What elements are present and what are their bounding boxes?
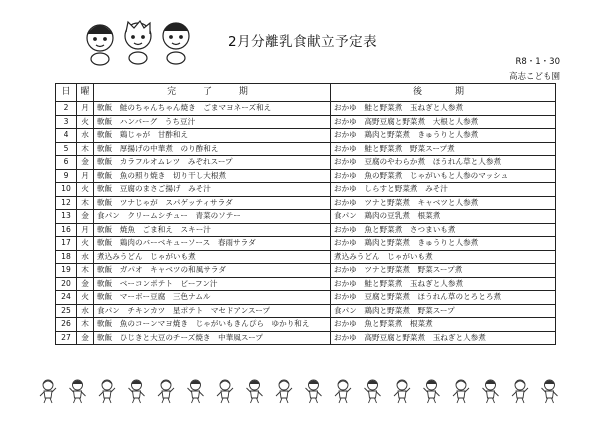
row-late-menu: 食パン 鶏肉と野菜煮 野菜スープ <box>331 304 556 318</box>
table-row <box>56 129 556 143</box>
row-early-menu: 軟飯 焼魚 ごま和え スキー汁 <box>94 223 331 237</box>
table-row <box>56 183 556 197</box>
header-late-stage <box>331 84 556 102</box>
row-late-menu: おかゆ 魚の野菜煮 じゃがいもと人参のマッシュ <box>331 169 556 183</box>
row-early-menu: 食パン クリームシチュー 青菜のソテー <box>94 210 331 224</box>
row-late-menu: おかゆ 魚と野菜煮 根菜煮 <box>331 318 556 332</box>
dancing-kids-border-icon <box>38 375 562 405</box>
row-late-menu: 煮込みうどん じゃがいも煮 <box>331 250 556 264</box>
row-day: 17 <box>56 237 77 251</box>
row-day: 27 <box>56 331 77 345</box>
row-day: 10 <box>56 183 77 197</box>
dancing-kid-icon <box>217 380 233 403</box>
row-day: 4 <box>56 129 77 143</box>
row-weekday: 木 <box>77 196 94 210</box>
table-row <box>56 169 556 183</box>
row-weekday: 水 <box>77 250 94 264</box>
row-day: 26 <box>56 318 77 332</box>
row-early-menu: 軟飯 厚揚げの中華煮 のり酢和え <box>94 142 331 156</box>
row-late-menu: おかゆ 鮭と野菜煮 野菜スープ煮 <box>331 142 556 156</box>
row-day: 18 <box>56 250 77 264</box>
row-late-menu: おかゆ ツナと野菜煮 キャベツと人参煮 <box>331 196 556 210</box>
row-late-menu: おかゆ 鮭と野菜煮 玉ねぎと人参煮 <box>331 277 556 291</box>
table-row <box>56 210 556 224</box>
table-header-row <box>56 84 556 102</box>
row-late-menu: おかゆ 鮭と野菜煮 玉ねぎと人参煮 <box>331 102 556 116</box>
row-day: 20 <box>56 277 77 291</box>
row-weekday: 木 <box>77 318 94 332</box>
row-day: 13 <box>56 210 77 224</box>
row-late-menu: おかゆ 高野豆腐と野菜煮 大根と人参煮 <box>331 115 556 129</box>
table-row <box>56 156 556 170</box>
row-late-menu: おかゆ 豆腐と野菜煮 ほうれん草のとろとろ煮 <box>331 291 556 305</box>
table-row <box>56 304 556 318</box>
table-row <box>56 142 556 156</box>
row-weekday: 木 <box>77 264 94 278</box>
row-late-menu: 食パン 鶏肉の豆乳煮 根菜煮 <box>331 210 556 224</box>
header-weekday: 曜 <box>77 84 94 102</box>
row-late-menu: おかゆ 魚と野菜煮 さつまいも煮 <box>331 223 556 237</box>
table-row <box>56 115 556 129</box>
table-row <box>56 264 556 278</box>
page-title: 2月分離乳食献立予定表 <box>228 34 378 50</box>
dancing-kid-icon <box>276 380 292 403</box>
dancing-kid-icon <box>129 380 145 403</box>
row-late-menu: おかゆ しらすと野菜煮 みそ汁 <box>331 183 556 197</box>
issue-date: R8・1・30 <box>515 57 560 67</box>
row-weekday: 水 <box>77 129 94 143</box>
row-early-menu: 煮込みうどん じゃがいも煮 <box>94 250 331 264</box>
row-weekday: 木 <box>77 142 94 156</box>
row-early-menu: 軟飯 ツナじゃが スパゲッティサラダ <box>94 196 331 210</box>
table-row <box>56 102 556 116</box>
row-early-menu: 軟飯 ガパオ キャベツの和風サラダ <box>94 264 331 278</box>
dancing-kid-icon <box>306 380 322 403</box>
row-early-menu: 軟飯 豆腐のまさご揚げ みそ汁 <box>94 183 331 197</box>
row-weekday: 金 <box>77 156 94 170</box>
row-early-menu: 軟飯 マーボー豆腐 三色ナムル <box>94 291 331 305</box>
dancing-kid-icon <box>188 380 204 403</box>
school-name: 高志こども園 <box>508 72 560 82</box>
row-day: 12 <box>56 196 77 210</box>
row-early-menu: 軟飯 ベーコンポテト ビーフン汁 <box>94 277 331 291</box>
row-weekday: 火 <box>77 291 94 305</box>
row-day: 9 <box>56 169 77 183</box>
dancing-kid-icon <box>483 380 499 403</box>
table-row <box>56 237 556 251</box>
kids-mascots-icon <box>78 14 198 66</box>
row-early-menu: 軟飯 ひじきと大豆のチーズ焼き 中華風スープ <box>94 331 331 345</box>
row-late-menu: おかゆ 鶏肉と野菜煮 きゅうりと人参煮 <box>331 237 556 251</box>
dancing-kid-icon <box>247 380 263 403</box>
row-late-menu: おかゆ 高野豆腐と野菜煮 玉ねぎと人参煮 <box>331 331 556 345</box>
dancing-kid-icon <box>70 380 86 403</box>
table-row <box>56 331 556 345</box>
row-day: 2 <box>56 102 77 116</box>
row-weekday: 火 <box>77 237 94 251</box>
dancing-kid-icon <box>394 380 410 403</box>
row-weekday: 金 <box>77 331 94 345</box>
table-row <box>56 318 556 332</box>
dancing-kid-icon <box>99 380 115 403</box>
row-early-menu: 食パン チキンカツ 星ポテト マセドアンスープ <box>94 304 331 318</box>
row-weekday: 金 <box>77 277 94 291</box>
dancing-kid-icon <box>512 380 528 403</box>
table-row <box>56 223 556 237</box>
dancing-kid-icon <box>424 380 440 403</box>
row-weekday: 月 <box>77 223 94 237</box>
row-weekday: 月 <box>77 169 94 183</box>
dancing-kid-icon <box>542 380 558 403</box>
row-weekday: 火 <box>77 183 94 197</box>
header-early-stage <box>94 84 331 102</box>
row-early-menu: 軟飯 カラフルオムレツ みぞれスープ <box>94 156 331 170</box>
row-late-menu: おかゆ 鶏肉と野菜煮 きゅうりと人参煮 <box>331 129 556 143</box>
menu-table <box>55 83 556 345</box>
table-row <box>56 291 556 305</box>
row-late-menu: おかゆ ツナと野菜煮 野菜スープ煮 <box>331 264 556 278</box>
row-day: 6 <box>56 156 77 170</box>
dancing-kid-icon <box>158 380 174 403</box>
dancing-kid-icon <box>453 380 469 403</box>
row-day: 24 <box>56 291 77 305</box>
row-weekday: 水 <box>77 304 94 318</box>
row-early-menu: 軟飯 鶏肉のバーベキューソース 春雨サラダ <box>94 237 331 251</box>
row-day: 3 <box>56 115 77 129</box>
row-weekday: 月 <box>77 102 94 116</box>
row-day: 25 <box>56 304 77 318</box>
row-day: 16 <box>56 223 77 237</box>
row-day: 19 <box>56 264 77 278</box>
dancing-kid-icon <box>365 380 381 403</box>
header-day: 日 <box>56 84 77 102</box>
row-weekday: 火 <box>77 115 94 129</box>
dancing-kid-icon <box>335 380 351 403</box>
row-late-menu: おかゆ 豆腐のやわらか煮 ほうれん草と人参煮 <box>331 156 556 170</box>
row-weekday: 金 <box>77 210 94 224</box>
row-early-menu: 軟飯 魚の照り焼き 切り干し大根煮 <box>94 169 331 183</box>
row-day: 5 <box>56 142 77 156</box>
table-row <box>56 250 556 264</box>
dancing-kid-icon <box>40 380 56 403</box>
table-row <box>56 277 556 291</box>
header-late-label: 後 期 <box>412 87 476 97</box>
row-early-menu: 軟飯 魚のコーンマヨ焼き じゃがいもきんぴら ゆかり和え <box>94 318 331 332</box>
row-early-menu: 軟飯 鮭のちゃんちゃん焼き ごまマヨネーズ和え <box>94 102 331 116</box>
row-early-menu: 軟飯 ハンバーグ うち豆汁 <box>94 115 331 129</box>
table-row <box>56 196 556 210</box>
header-early-label: 完 了 期 <box>167 87 260 97</box>
row-early-menu: 軟飯 鶏じゃが 甘酢和え <box>94 129 331 143</box>
